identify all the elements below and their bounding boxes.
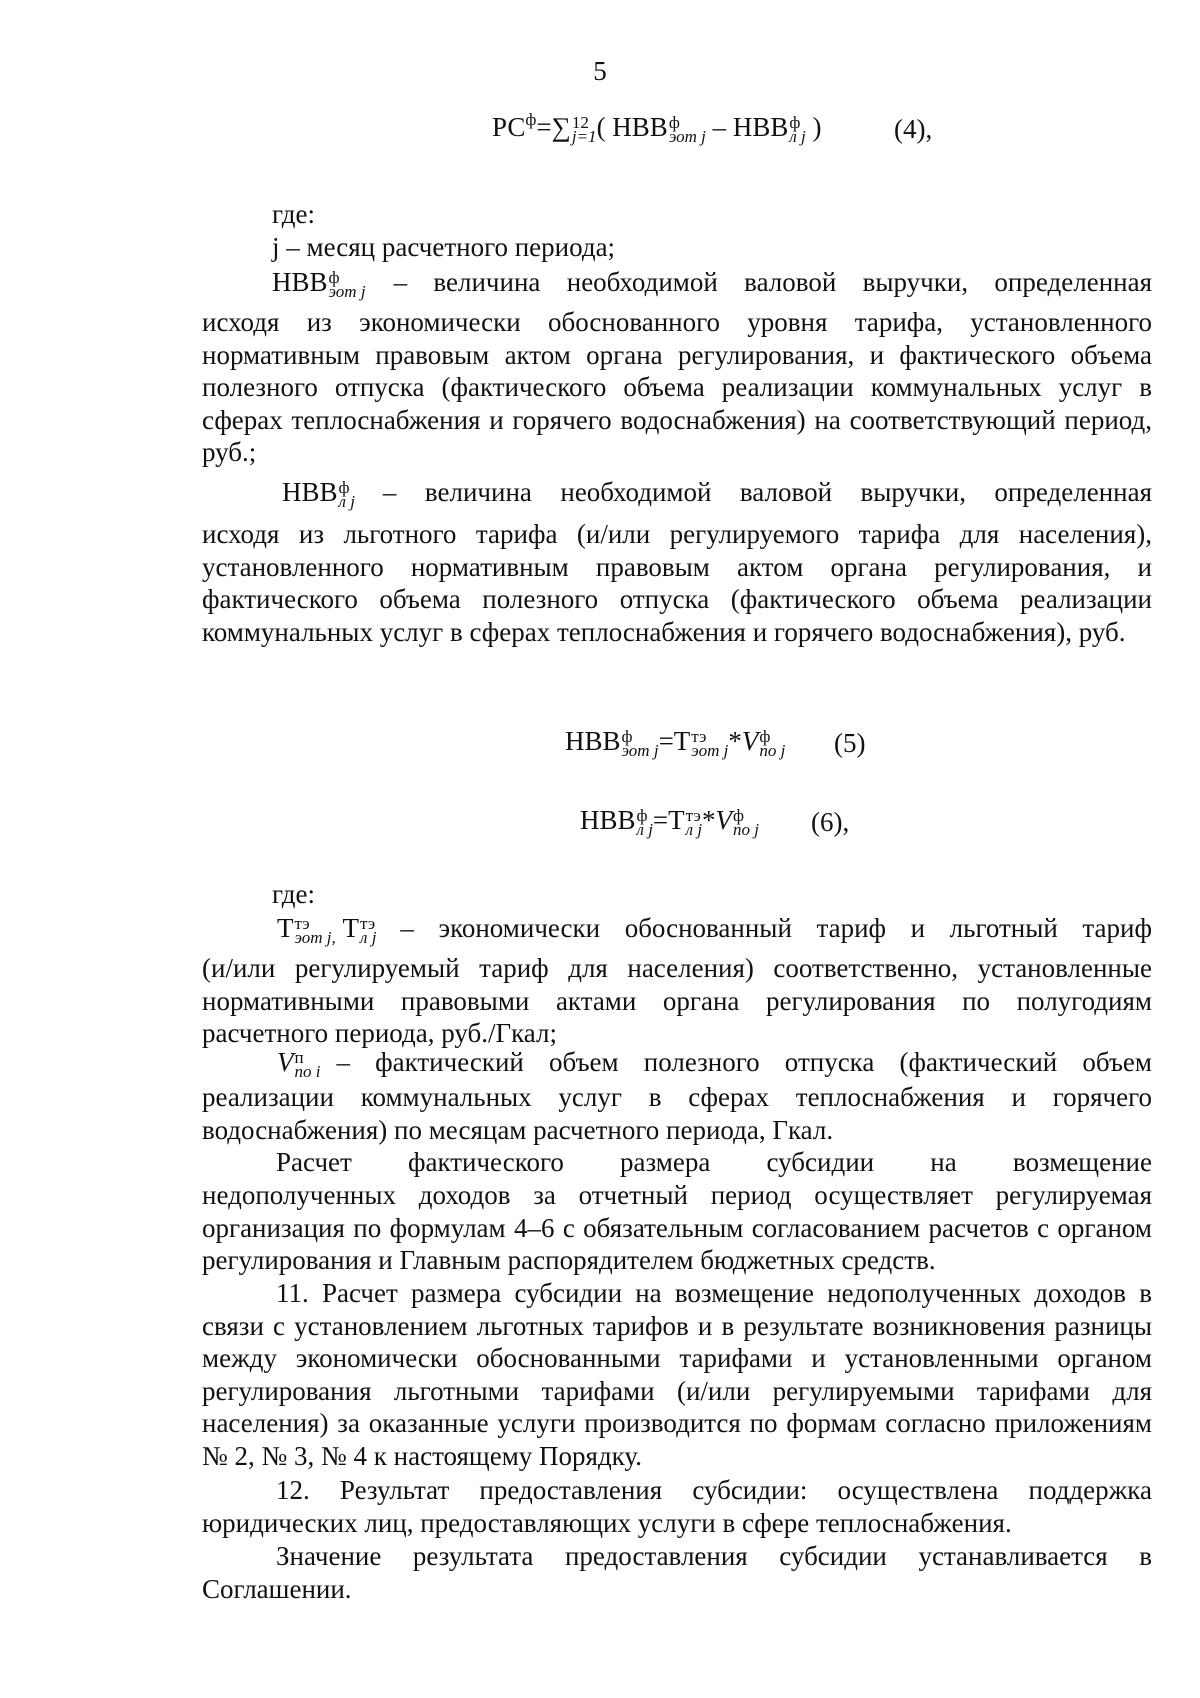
definition-nvv-eot-text: исходя из экономически обоснованного уровня тарифа, установленного нормативным правовым актом органа регулирования, и фактического объема полезного отпуска (фактического объема реализации коммунальных услуг в сферах теплоснабжения и горячего водоснабжения) на соответствующий период, руб.; xyxy=(202,307,1152,467)
nvv-eot-symbol: НВВ ф эот j xyxy=(272,267,366,301)
page-number: 5 xyxy=(593,56,607,86)
definition-nvv-l-text: исходя из льготного тарифа (и/или регулируемого тарифа для населения), установленного нормативным правовым актом органа регулирования, и фактического объема полезного отпуска (фактического объема реализации коммунальных услуг в сферах теплоснабжения и горячего водоснабжения), руб. xyxy=(202,519,1152,647)
volume-definition-start: – фактический объем полезного отпуска (фактический объем xyxy=(336,1047,1152,1077)
definition-nvv-l-first-line xyxy=(282,476,1152,509)
formula-5-number: (5) xyxy=(834,728,866,758)
formula-4-sum: =∑ xyxy=(536,112,571,142)
formula-5: НВВ ф эот j =Т тэ эот j *V ф по j xyxy=(565,726,786,760)
formula-4-lhs-sup: ф xyxy=(525,110,537,129)
formula-4-close: ) xyxy=(805,112,822,142)
formula-4-term2: – НВВ xyxy=(705,112,789,142)
formula-4 xyxy=(492,110,822,148)
paragraph-11: 11. Расчет размера субсидии на возмещение недополученных доходов в связи с установлением льготных тарифов и в результате возникновения разницы между экономически обоснованными тарифами и установленными органом регулирования льготными тарифами (и/или регулируемыми тарифами для населения) за оказанные услуги производится по формам согласно приложениям № 2, № 3, № 4 к настоящему Порядку. xyxy=(202,1278,1152,1471)
paragraph-calc-text: недополученных доходов за отчетный период осуществляет регулируемая организация по формулам 4–6 с обязательным согласованием расчетов с органом регулирования и Главным распорядителем бюджетных средств. xyxy=(202,1180,1152,1275)
formula-6: НВВ ф л j =Т тэ л j *V ф по j xyxy=(580,805,760,839)
formula-4-term1: ( НВВ xyxy=(596,112,668,142)
tariffs-definition-start: – экономически обоснованный тариф и льготный тариф xyxy=(400,913,1152,943)
paragraph-value: Значение результата предоставления субсидии устанавливается в Соглашении. xyxy=(202,1541,1152,1604)
formula-6-number: (6), xyxy=(811,807,850,837)
formula-4-term2-scripts: ф л j xyxy=(789,112,806,146)
definition-j: j – месяц расчетного периода; xyxy=(272,232,616,262)
formula-4-lhs: РС xyxy=(492,112,526,142)
formula-4-number: (4), xyxy=(894,114,933,144)
where-label-1: где: xyxy=(272,199,315,229)
definition-volume-first-line xyxy=(277,1046,1152,1079)
nvv-eot-definition-start: – величина необходимой валовой выручки, определенная xyxy=(393,267,1152,297)
paragraph-calc-first-line: Расчет фактического размера субсидии на возмещение xyxy=(276,1147,1152,1177)
definition-tariffs-text: (и/или регулируемый тариф для населения) соответственно, установленные нормативными правовыми актами органа регулирования по полугодиям расчетного периода, руб./Гкал; xyxy=(202,953,1152,1048)
nvv-l-symbol: НВВ ф л j xyxy=(282,477,355,511)
paragraph-12: 12. Результат предоставления субсидии: осуществлена поддержка юридических лиц, предоставляющих услуги в сфере теплоснабжения. xyxy=(202,1475,1152,1538)
where-label-2: где: xyxy=(272,879,315,909)
volume-symbol: V п по i xyxy=(277,1047,321,1081)
formula-4-sum-limits: 12 j=1 xyxy=(571,112,597,146)
nvv-l-definition-start: – величина необходимой валовой выручки, определенная xyxy=(382,477,1152,507)
definition-volume-text: реализации коммунальных услуг в сферах теплоснабжения и горячего водоснабжения) по месяцам расчетного периода, Гкал. xyxy=(202,1082,1152,1145)
formula-4-term1-scripts: ф эот j xyxy=(668,112,706,146)
tariff-symbols: Т тэ эот j, Т тэ л j xyxy=(277,913,377,947)
definition-tariffs-first-line xyxy=(277,912,1152,945)
definition-nvv-eot-first-line xyxy=(272,266,1152,299)
